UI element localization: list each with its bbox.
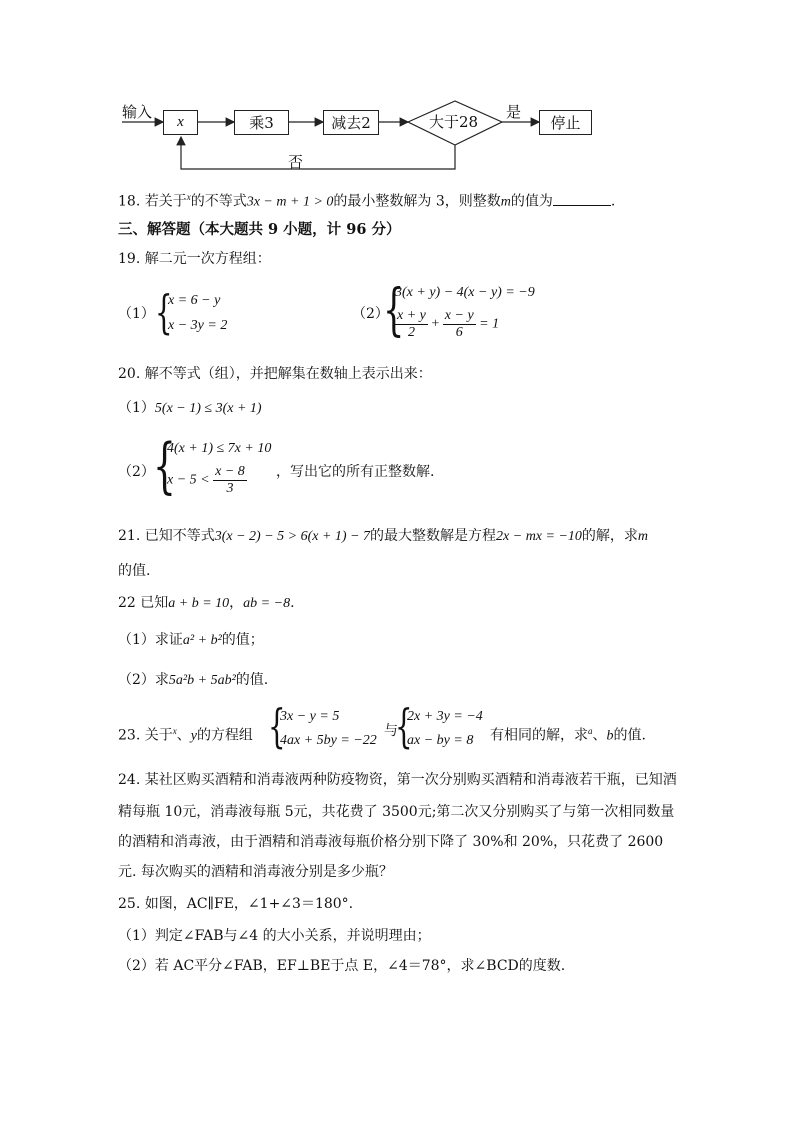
q23-and: 与 [384, 723, 398, 739]
q20-part2-label: （2） [118, 464, 155, 480]
flow-box-stop: 停止 [539, 110, 592, 135]
q18-var-x: x [186, 192, 191, 202]
question-21: 21. 已知不等式3(x − 2) − 5 > 6(x + 1) − 7的最大整数解是方程2x − mx = −10的解，求m [118, 528, 649, 544]
q23-s1-eq1: 3x − y = 5 [280, 709, 340, 724]
q22-part2: （2）求5a²b + 5ab²的值. [118, 672, 269, 688]
flowchart-arrows [0, 0, 794, 180]
q19-part2-eq1: 3(x + y) − 4(x − y) = −9 [395, 285, 535, 300]
q20-part1: （1）5(x − 1) ≤ 3(x + 1) [118, 400, 262, 416]
q20-part2-eq2: x − 5 < $\frac{x - 8}{3}$ [167, 464, 245, 496]
flow-box-multiply: 乘3 [234, 110, 289, 135]
flow-yes-label: 是 [506, 103, 522, 121]
q24-line1: 24. 某社区购买酒精和消毒液两种防疫物资，第一次分别购买酒精和消毒液若干瓶，已知酒 [118, 772, 677, 788]
q25-part1: （1）判定∠FAB与∠4 的大小关系，并说明理由； [118, 928, 431, 944]
question-18: 18. 若关于$^x$的不等式3x − m + 1 > 0的最小整数解为 3，则整数m的值为 . [118, 192, 616, 210]
q19-part1-eq2: x − 3y = 2 [168, 318, 228, 333]
q18-var-m: m [500, 194, 511, 210]
q23-s1-eq2: 4ax + 5by = −22 [280, 733, 377, 748]
q18-inequality: 3x − m + 1 > 0 [246, 194, 334, 210]
q19-part1-label: （1） [118, 306, 155, 322]
q21-inequality: 3(x − 2) − 5 > 6(x + 1) − 7 [214, 529, 371, 544]
fraction: $\frac{x + y}{2}$ [397, 308, 426, 340]
q23-system2-brace: { [395, 699, 413, 753]
question-20-stem: 20. 解不等式（组），并把解集在数轴上表示出来： [118, 366, 432, 382]
fraction: $\frac{x - y}{6}$ [444, 308, 474, 340]
fraction: $\frac{x - 8}{3}$ [215, 464, 245, 496]
q24-line4: 元. 每次购买的酒精和消毒液分别是多少瓶？ [118, 864, 393, 880]
q19-part2-eq2: $\frac{x + y}{2}$ + $\frac{x - y}{6}$ = 1 [397, 308, 500, 340]
q22-part1: （1）求证a² + b²的值； [118, 632, 264, 648]
q19-part1-eq1: x = 6 − y [168, 293, 221, 308]
flow-decision-label: 大于28 [429, 113, 479, 131]
q20-part2-tail: ，写出它的所有正整数解. [276, 464, 435, 480]
q19-part2-label: （2） [352, 306, 389, 322]
q23-s2-eq2: ax − by = 8 [407, 733, 474, 748]
question-23-prefix: 23. 关于$^x$、y的方程组 [118, 726, 253, 744]
q21-equation: 2x − mx = −10 [496, 529, 582, 544]
q19-part2-brace: { [383, 278, 405, 343]
section-title: 三、解答题（本大题共 9 小题，计 96 分） [118, 221, 401, 238]
flow-no-label: 否 [288, 153, 304, 171]
q23-tail: 有相同的解，求$^a$、b的值. [490, 726, 646, 744]
flow-box-subtract: 减去2 [323, 110, 379, 135]
q24-line3: 的酒精和消毒液，由于酒精和消毒液每瓶价格分别下降了 30%和 20%，只花费了 2600 [118, 834, 664, 850]
question-19-stem: 19. 解二元一次方程组： [118, 251, 271, 267]
q20-part2-brace: { [153, 431, 176, 501]
q24-line2: 精每瓶 10元，消毒液每瓶 5元，共花费了 3500元;第二次又分别购买了与第一次相同数量 [118, 804, 675, 820]
flow-input-label: 输入 [122, 103, 153, 121]
question-22: 22 已知a + b = 10，ab = −8. [118, 595, 295, 611]
q20-part2-eq1: 4(x + 1) ≤ 7x + 10 [167, 441, 272, 456]
q25-part2: （2）若 AC平分∠FAB，EF⊥BE于点 E，∠4＝78°，求∠BCD的度数. [118, 958, 566, 974]
q23-system1-brace: { [268, 699, 286, 753]
q19-part1-brace: { [155, 285, 173, 339]
q21-line2: 的值. [118, 563, 151, 579]
feedback-loop [181, 137, 455, 169]
question-25-stem: 25. 如图，AC∥FE，∠1+∠3＝180°. [118, 896, 354, 912]
flow-box-x: x [163, 110, 198, 135]
answer-blank [553, 193, 611, 206]
q23-s2-eq1: 2x + 3y = −4 [407, 709, 483, 724]
